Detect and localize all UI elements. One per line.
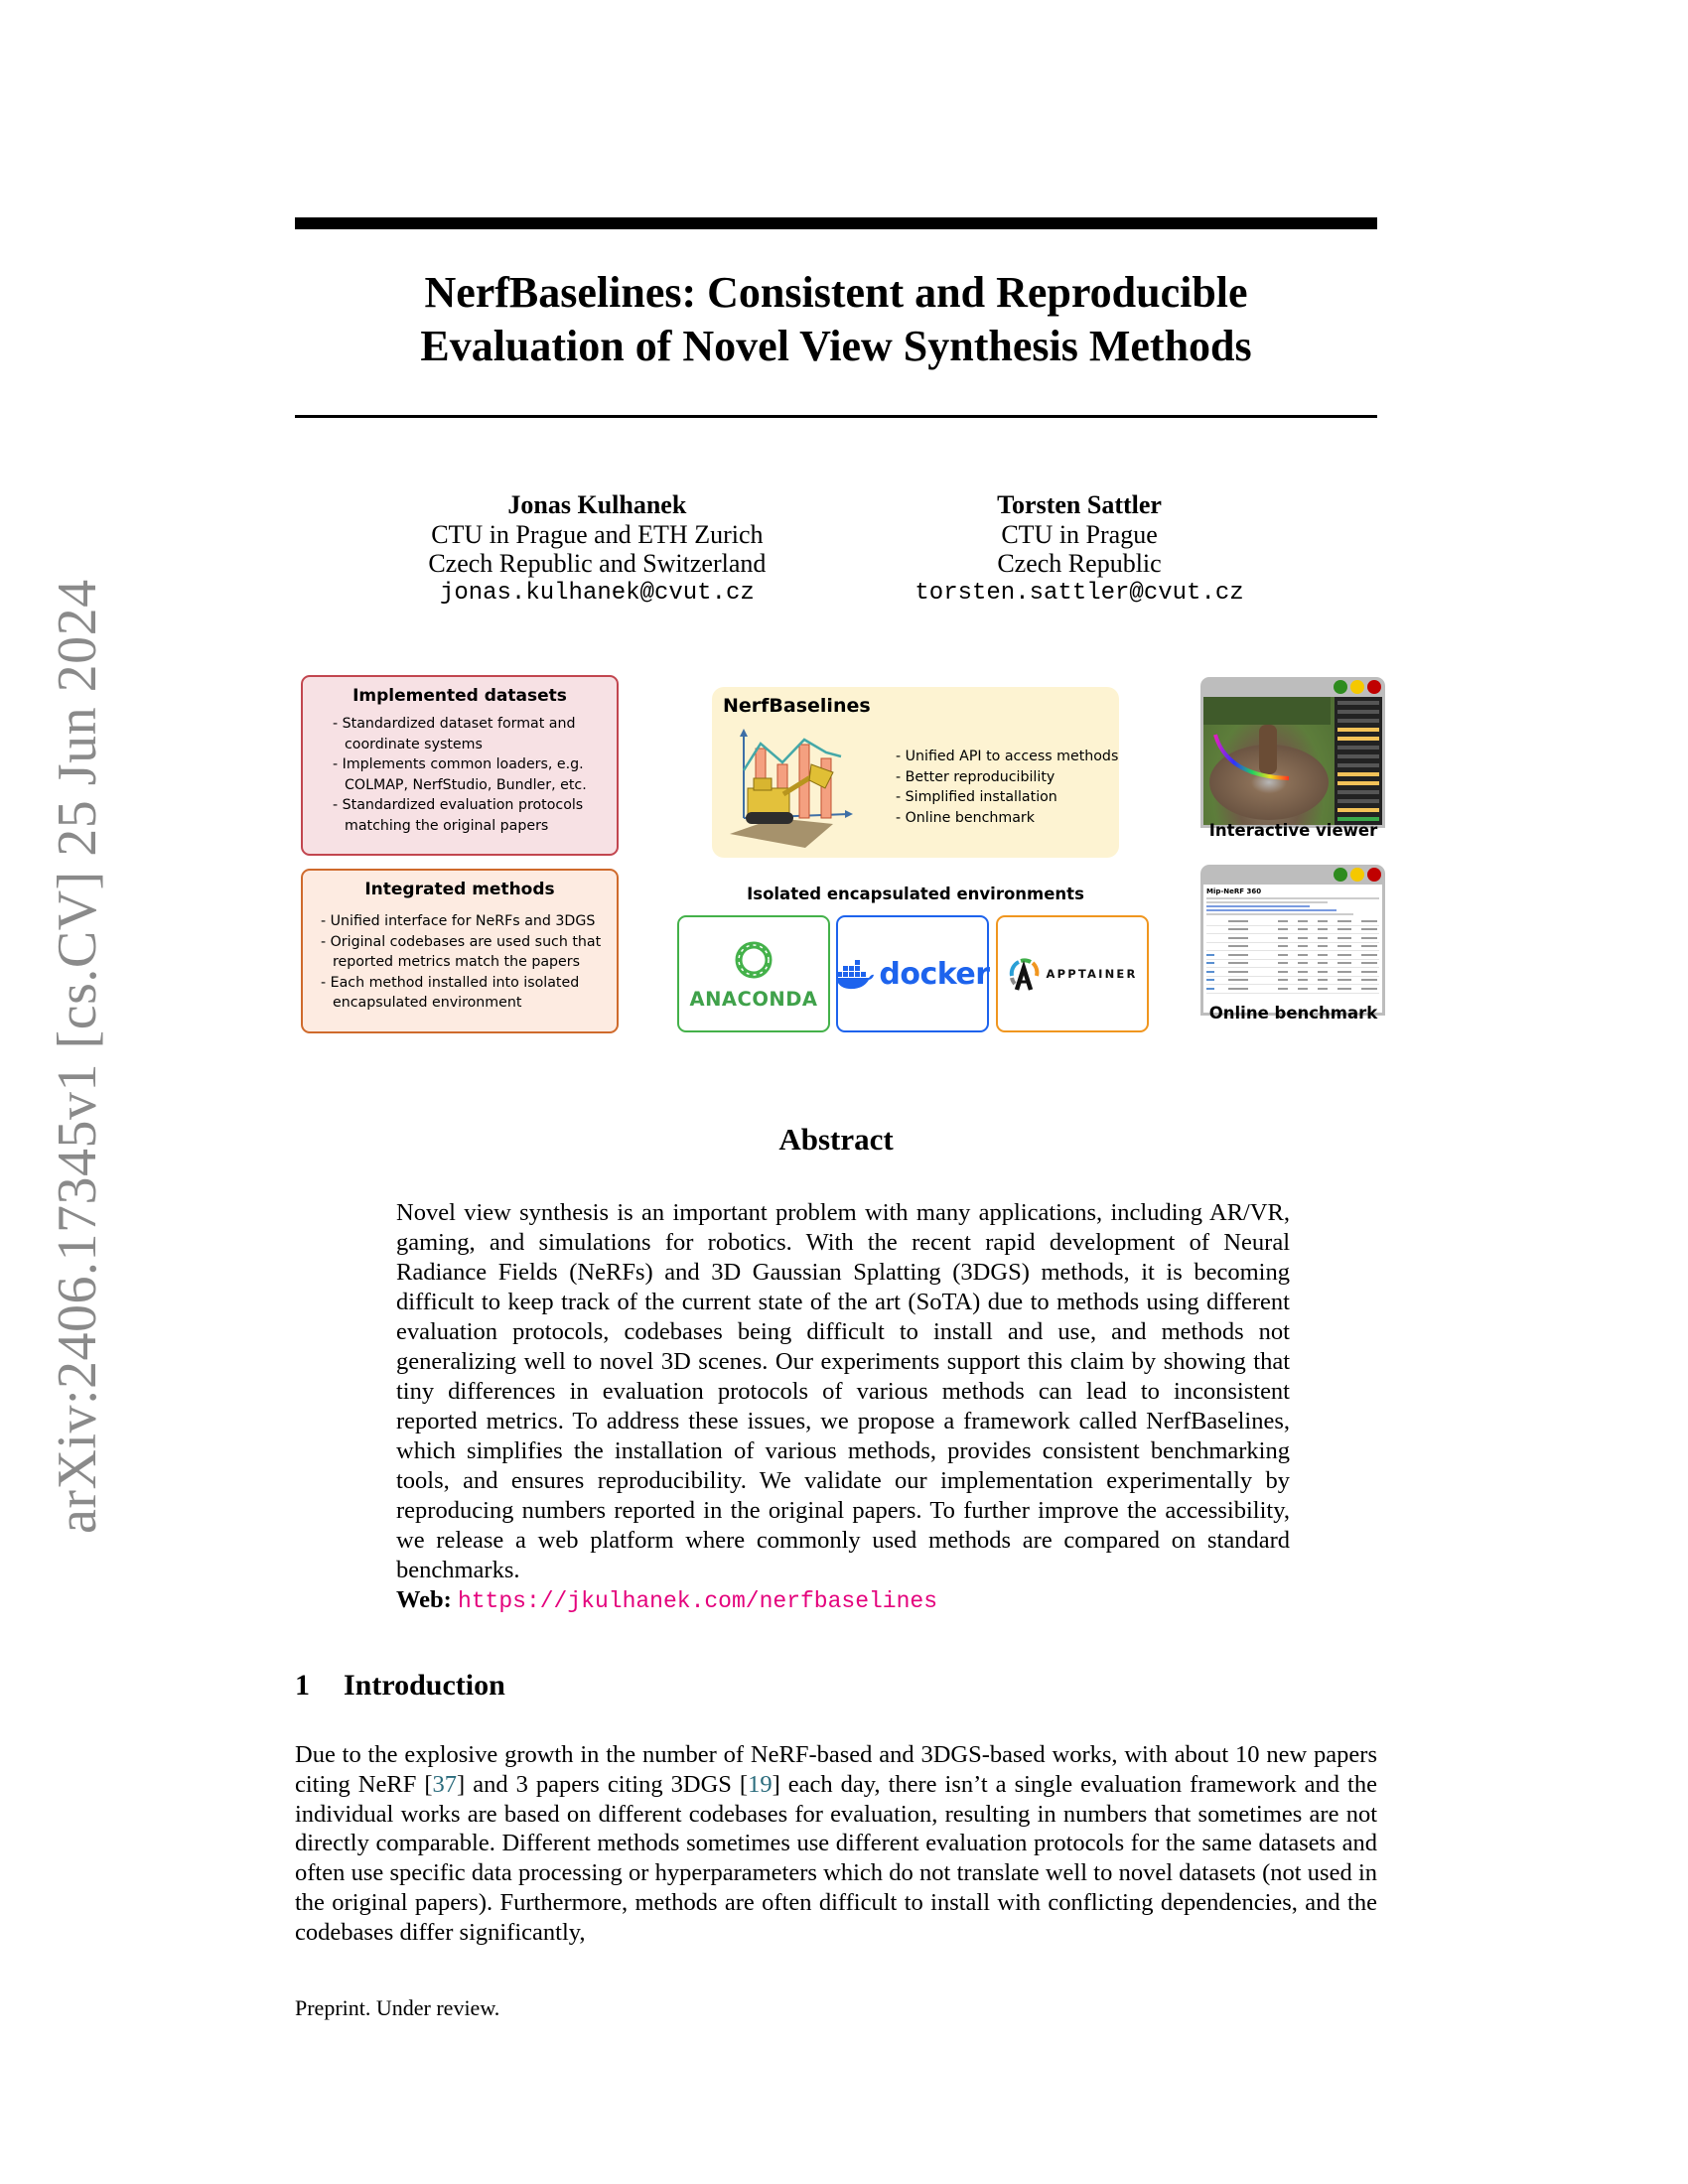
green-dot-icon: [1334, 868, 1347, 882]
title-bottom-rule: [295, 415, 1377, 418]
section-heading-introduction: [295, 1669, 505, 1703]
author-affiliation: CTU in Prague and ETH Zurich: [431, 519, 764, 549]
abstract-body: [396, 1198, 1290, 1616]
link-line: [1206, 905, 1310, 907]
implemented-datasets-box: [301, 675, 619, 856]
box-title: Integrated methods: [364, 880, 555, 899]
web-label: Web:: [396, 1586, 452, 1613]
list-item: - Standardized evaluation protocols matching the original papers: [333, 797, 584, 834]
title-top-rule: [295, 217, 1377, 229]
green-dot-icon: [1334, 680, 1347, 694]
online-benchmark-window: [1200, 865, 1385, 1016]
abstract-text: Novel view synthesis is an important problem with many applications, including AR/VR, gaming, and simulations for robotics. With the recent rapid development of Neural Radiance Fields (NeRFs) and 3D Gaussian Splatting (3DGS) methods, it is becoming difficult to keep track of the current state of the art (SoTA) due to methods using different evaluation protocols, codebases being difficult to install and use, and methods not generalizing well to novel 3D scenes. Our experiments support this claim by showing that tiny differences in evaluation protocols of various methods can lead to inconsistent reported metrics. To address these issues, we propose a framework called NerfBaselines, which simplifies the installation of various methods, provides consistent benchmarking tools, and ensures reproducibility. We validate our implementation experimentally by reproducing numbers reported in the original papers. To further improve the accessibility, we release a web platform where commonly used methods are compared on standard benchmarks.: [396, 1199, 1290, 1583]
red-dot-icon: [1367, 868, 1381, 882]
apptainer-a-icon: [1007, 956, 1041, 992]
docker-wordmark: docker: [879, 956, 990, 992]
citation-link[interactable]: 37: [432, 1770, 458, 1798]
link-line: [1206, 909, 1336, 911]
list-item: - Original codebases are used such that reported metrics match the papers: [321, 933, 602, 971]
title-line-2: Evaluation of Novel View Synthesis Methods: [420, 322, 1252, 370]
window-controls: [1334, 680, 1381, 694]
project-url-link[interactable]: https://jkulhanek.com/nerfbaselines: [457, 1588, 938, 1614]
integrated-methods-box: [301, 869, 619, 1033]
abstract-heading: Abstract: [778, 1122, 894, 1157]
benchmark-table: [1206, 917, 1379, 994]
list-item: - Simplified installation: [896, 789, 1057, 806]
table-row: [1206, 977, 1379, 986]
author-affiliation: CTU in Prague: [1001, 519, 1158, 549]
author-name: Torsten Sattler: [997, 490, 1162, 519]
table-row: [1206, 951, 1379, 960]
arxiv-stamp: arXiv:2406.17345v1 [cs.CV] 25 Jun 2024: [47, 579, 108, 1534]
citation-link[interactable]: 19: [748, 1770, 773, 1798]
anaconda-wordmark: ANACONDA: [689, 987, 818, 1011]
apptainer-logo-box: [996, 915, 1149, 1032]
list-item: - Better reproducibility: [896, 768, 1055, 785]
benchmark-page-title: Mip-NeRF 360: [1206, 887, 1262, 895]
author-country: Czech Republic: [997, 549, 1162, 578]
core-title: NerfBaselines: [723, 695, 871, 717]
section-number: 1: [295, 1669, 310, 1702]
docker-whale-icon: [835, 958, 875, 990]
environments-label: Isolated encapsulated environments: [747, 885, 1084, 903]
text-line: [1206, 901, 1328, 903]
apptainer-wordmark: APPTAINER: [1046, 967, 1138, 981]
interactive-viewer-window: [1200, 677, 1385, 828]
list-item: - Unified API to access methods: [896, 749, 1119, 764]
core-features-list: [866, 747, 1118, 828]
author-email[interactable]: jonas.kulhanek@cvut.cz: [439, 579, 755, 607]
chart-bulldozer-illustration-icon: [726, 727, 861, 850]
online-benchmark-caption: Online benchmark: [1208, 1004, 1378, 1023]
viewer-control-panel: [1335, 697, 1382, 825]
author-2: [914, 490, 1243, 608]
intro-text: Due to the explosive growth in the number of NeRF-based and 3DGS-based works, with about 10 new papers citing NeRF [: [295, 1741, 1377, 1798]
anaconda-logo-box: [677, 915, 830, 1032]
table-row: [1206, 934, 1379, 943]
list-item: - Unified interface for NeRFs and 3DGS: [321, 913, 596, 929]
anaconda-ring-icon: [732, 938, 775, 982]
table-row: [1206, 968, 1379, 977]
list-item: - Standardized dataset format and coordinate systems: [333, 716, 576, 752]
nerfbaselines-core-box: [712, 687, 1119, 858]
paper-title: [295, 266, 1377, 373]
intro-text: ] each day, there isn’t a single evaluation framework and the individual works are based on different codebases for evaluation, resulting in numbers that sometimes are not directly comparable. Different methods sometimes use different evaluation protocols for the same datasets and often use specific data processing or hyperparameters which do not translate well to novel datasets (not used in the original papers). Furthermore, methods are often difficult to install with conflicting dependencies, and the codebases differ significantly,: [295, 1770, 1377, 1946]
table-row: [1206, 985, 1379, 994]
table-row: [1206, 960, 1379, 969]
author-name: Jonas Kulhanek: [507, 490, 687, 519]
garden-scene-image: [1203, 697, 1335, 825]
list-item: - Each method installed into isolated encapsulated environment: [321, 974, 580, 1012]
box-list: [303, 911, 617, 1014]
viewer-screenshot: [1203, 697, 1382, 825]
table-row: [1206, 926, 1379, 935]
text-line: [1206, 897, 1379, 899]
text-line: [1206, 913, 1353, 915]
title-line-1: NerfBaselines: Consistent and Reproducible: [424, 268, 1248, 317]
box-title: Implemented datasets: [352, 686, 567, 706]
list-item: - Online benchmark: [896, 809, 1035, 826]
yellow-dot-icon: [1350, 868, 1364, 882]
section-title: Introduction: [344, 1669, 505, 1702]
yellow-dot-icon: [1350, 680, 1364, 694]
table-row: [1206, 943, 1379, 952]
author-1: [428, 490, 766, 608]
introduction-paragraph: [295, 1740, 1377, 1948]
red-dot-icon: [1367, 680, 1381, 694]
author-email[interactable]: torsten.sattler@cvut.cz: [914, 579, 1244, 607]
author-country: Czech Republic and Switzerland: [428, 549, 767, 578]
docker-logo-box: [836, 915, 989, 1032]
footer-note: Preprint. Under review.: [295, 1995, 500, 2020]
table-row: [1206, 917, 1379, 926]
author-block: [295, 490, 1377, 608]
interactive-viewer-caption: Interactive viewer: [1208, 821, 1378, 840]
benchmark-screenshot: [1203, 885, 1382, 1013]
list-item: - Implements common loaders, e.g. COLMAP, NerfStudio, Bundler, etc.: [333, 756, 587, 793]
box-list: [303, 714, 617, 837]
intro-text: ] and 3 papers citing 3DGS [: [457, 1770, 749, 1798]
window-controls: [1334, 868, 1381, 882]
